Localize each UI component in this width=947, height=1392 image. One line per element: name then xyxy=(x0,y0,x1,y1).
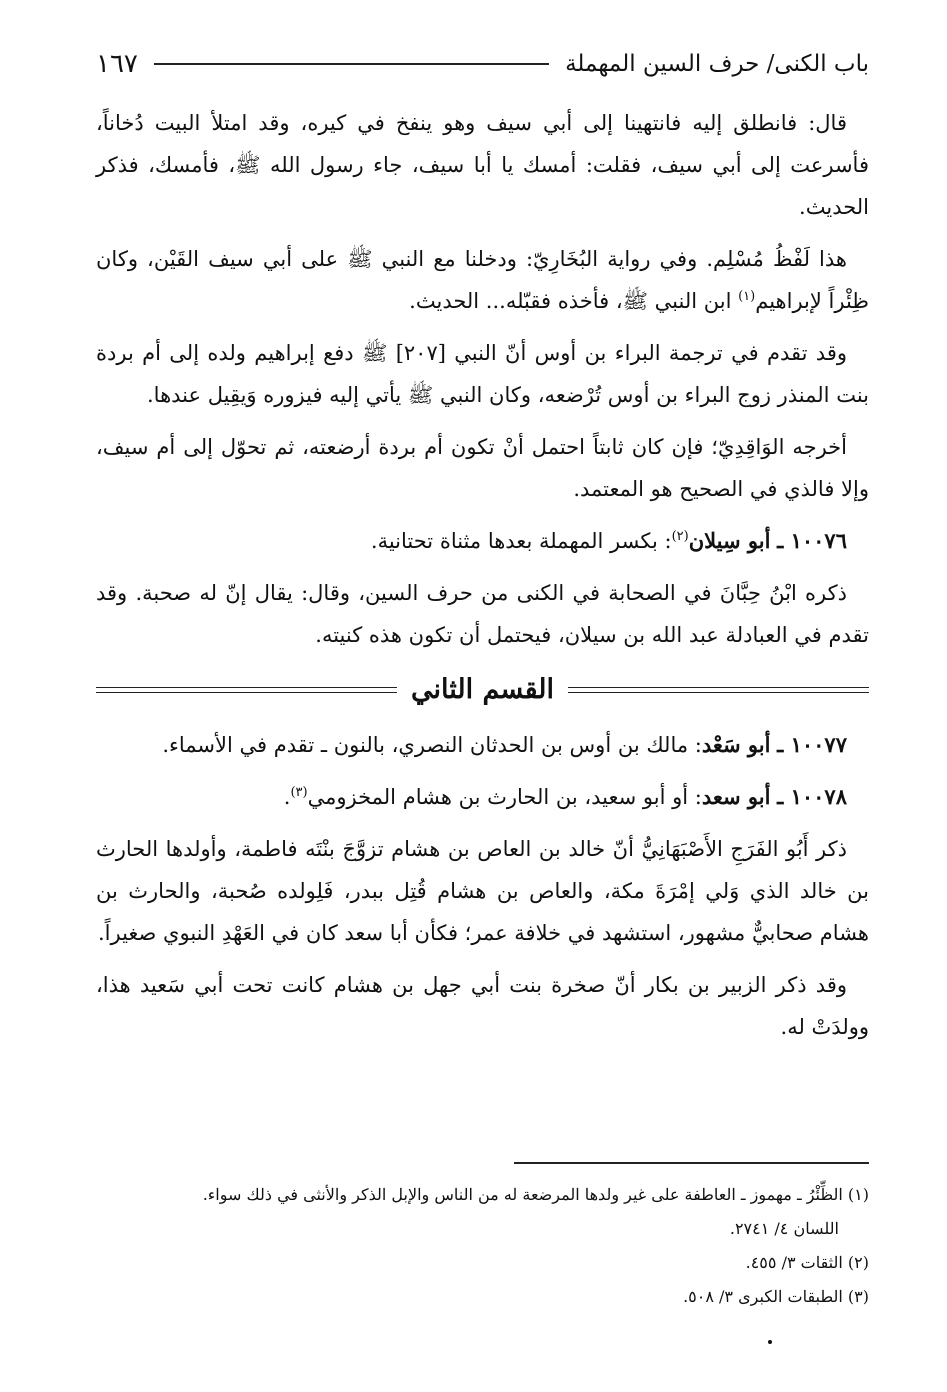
entry-number: ١٠٠٧٧ ـ xyxy=(777,732,847,757)
paragraph xyxy=(96,238,869,322)
footnote: (١) الظِّئْرُ ـ مهموز ـ العاطفة على غير ولدها المرضعة له من الناس والإبل الذكر والأنثى في ذلك سواء. xyxy=(202,1185,869,1204)
page-number: ١٦٧ xyxy=(96,49,138,79)
entry-10076 xyxy=(96,520,869,562)
entry-10077 xyxy=(96,724,869,766)
entry-number: ١٠٠٧٨ ـ xyxy=(777,784,847,809)
double-rule xyxy=(568,687,869,693)
main-text xyxy=(96,102,869,1058)
running-title: باب الكنى/ حرف السين المهملة xyxy=(565,51,869,77)
paragraph: وقد تقدم في ترجمة البراء بن أوس أنّ النبي [٢٠٧] ﷺ دفع إبراهيم ولده إلى أم بردة بنت المنذر زوج البراء بن أوس تُرْضعه، وكان النبي ﷺ يأتي إليه فيزوره وَيقِيل عندها. xyxy=(96,341,869,407)
paragraph: قال: فانطلق إليه فانتهينا إلى أبي سيف وهو ينفخ في كيره، وقد امتلأ البيت دُخاناً، فأسرعت إلى أبي سيف، فقلت: أمسك يا أبا سيف، جاء رسول الله ﷺ، فأمسك، فذكر الحديث. xyxy=(96,111,869,219)
paragraph: ذكره ابْنُ حِبَّانَ في الصحابة في الكنى من حرف السين، وقال: يقال إنّ له صحبة. وقد تقدم في العبادلة عبد الله بن سيلان، فيحتمل أن تكون هذه كنيته. xyxy=(96,581,869,647)
entry-text: : أو أبو سعيد، بن الحارث بن هشام المخزومي xyxy=(307,785,702,809)
entry-text: : مالك بن أوس بن الحدثان النصري، بالنون ـ تقدم في الأسماء. xyxy=(162,733,702,757)
page-mark xyxy=(768,1340,772,1344)
entry-name: أبو سعد xyxy=(701,784,771,809)
footnote-continuation: اللسان ٤/ ٢٧٤١. xyxy=(729,1219,839,1238)
paragraph: ذكر أَبُو الفَرَجِ الأَصْبَهَانِيُّ أنّ خالد بن العاص بن هشام تزوَّجَ بنْتَه فاطمة، وأولدها الحارث بن خالد الذي وَلي إمْرَةَ مكة، والعاص بن هشام قُتِل ببدر، فَلِولده صُحبة، والحارث بن هشام صحابيٌّ مشهور، استشهد في خلافة عمر؛ فكأن أبا سعد كان في العَهْدِ النبوي صغيراً. xyxy=(96,837,869,945)
footnotes xyxy=(96,1180,869,1316)
paragraph: أخرجه الوَاقِدِيّ؛ فإن كان ثابتاً احتمل أنْ تكون أم بردة أرضعته، ثم تحوّل إلى أم سيف، وإلا فالذي في الصحيح هو المعتمد. xyxy=(96,435,869,501)
section-title: القسم الثاني xyxy=(411,674,554,705)
page-header xyxy=(96,44,869,84)
section-divider xyxy=(96,668,869,712)
paragraph-text: ابن النبي ﷺ، فأخذه فقبّله... الحديث. xyxy=(409,289,739,313)
double-rule xyxy=(96,687,397,693)
paragraph: وقد ذكر الزبير بن بكار أنّ صخرة بنت أبي جهل بن هشام كانت تحت أبي سَعيد هذا، وولدَتْ له. xyxy=(96,973,869,1039)
entry-number: ١٠٠٧٦ ـ xyxy=(777,528,847,553)
entry-name: أبو سَعْد xyxy=(701,732,771,757)
footnote-ref: (٣) xyxy=(290,785,308,800)
header-rule xyxy=(154,63,549,65)
entry-10078 xyxy=(96,776,869,818)
footnote-ref: (١) xyxy=(738,289,756,304)
entry-text: : بكسر المهملة بعدها مثناة تحتانية. xyxy=(370,529,672,553)
paragraph-text: هذا لَفْظُ مُسْلِم. وفي رواية البُخَارِيّ: ودخلنا مع النبي ﷺ على أبي سيف القَيْن، وكان ظِئْراً لإبراهيم xyxy=(96,247,869,313)
entry-name: أبو سِيلان xyxy=(688,528,771,553)
footnote: (٢) الثقات ٣/ ٤٥٥. xyxy=(745,1253,869,1272)
entry-text: . xyxy=(283,785,291,809)
footnote-rule xyxy=(514,1162,869,1164)
footnote: (٣) الطبقات الكبرى ٣/ ٥٠٨. xyxy=(683,1287,869,1306)
footnote-ref: (٢) xyxy=(671,529,689,544)
